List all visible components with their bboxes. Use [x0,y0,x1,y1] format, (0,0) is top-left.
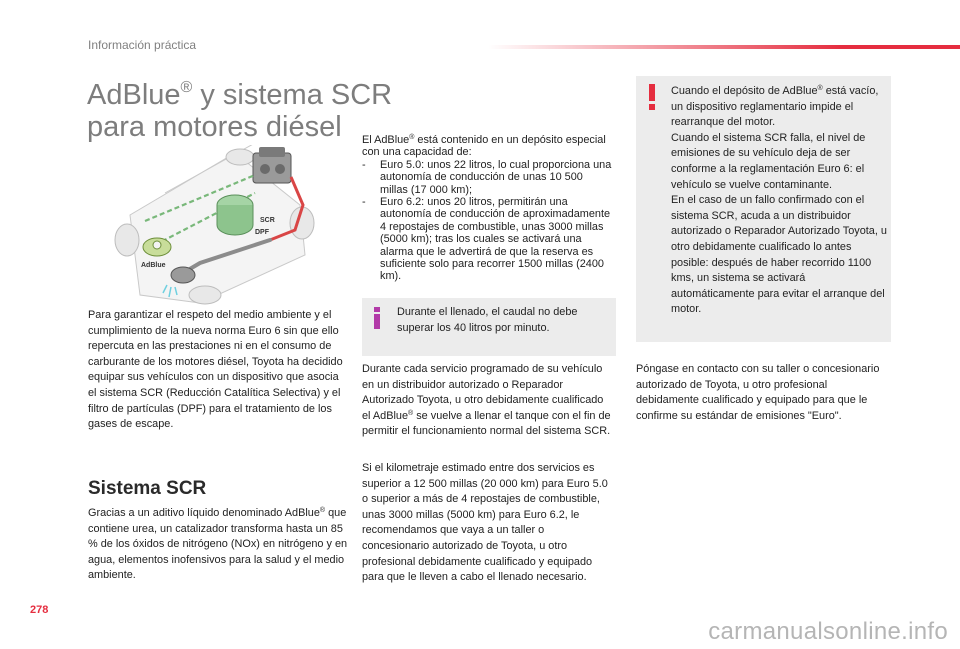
muffler-icon [171,267,195,283]
diagram-label-scr: SCR [260,217,275,224]
title-line1-rest: y sistema SCR [192,79,393,111]
diagram-label-adblue: AdBlue [141,262,166,269]
scr-system-diagram [105,145,320,305]
service-paragraph [362,362,614,440]
tank-capacity-list [362,159,612,283]
engine-icon [253,147,291,183]
registered-mark: ® [319,507,326,514]
warning-text [671,84,889,318]
registered-mark: ® [817,85,823,92]
title-line2: para motores diésel [87,111,342,143]
warning-confirmed-failure: En el caso de un fallo confirmado con el sistema SCR, acuda a un distribuidor autorizado o Reparador Autorizado Toyota, u otro debidamente cualificado lo antes posible: después de haber recorrido 1100 kms, un sistema se activará automáticamente para evitar el arranque del motor. [671,194,887,316]
contact-paragraph: Póngase en contacto con su taller o concesionario autorizado de Toyota, u otro profesional debidamente cualificado y equipado para que le confirme su estándar de emisiones "Euro". [636,363,880,422]
registered-mark: ® [408,409,414,417]
diagram-label-dpf: DPF [255,229,269,236]
warning-text-a: Cuando el depósito de AdBlue [671,85,818,97]
tank-capacity-paragraph [362,134,612,283]
tank-text-a: El AdBlue [362,134,410,146]
mileage-paragraph: Si el kilometraje estimado entre dos servicios es superior a 12 500 millas (20 000 km) para Euro 5.0 o superior a más de 4 repostajes de combustible, unas 3000 millas (5000 km) para Euro 6.2, le recomendamos que vaya a un taller o concesionario autorizado de Toyota, u otro profesional debidamente cualificado y equipado para que le lleven a cabo el llenado necesario. [362,462,608,584]
list-item [362,196,612,283]
tank-intro [362,134,612,159]
warning-scr-failure: Cuando el sistema SCR falla, el nivel de emisiones de su vehículo deja de ser conforme a la reglamentación Euro 6: el vehículo se vuelve contaminante. [671,131,866,191]
service-text-a: Durante cada servicio programado de su vehículo en un distribuidor autorizado o Reparador Autorizado Toyota, u otro debidamente cualificado el AdBlue [362,363,604,422]
tank-text-b: está contenido en un depósito especial con una capacidad de: [362,134,606,159]
list-item-text: Euro 6.2: unos 20 litros, permitirán una autonomía de conducción de aproximadamente 4 repostajes de combustible, unas 3000 millas (5000 km); tras los cuales se activará una alarma que le advertirá de que la reserva es suficiente solo para recorrer 1500 millas (2400 km). [380,196,611,283]
page-title [87,72,392,143]
title-line1-main: AdBlue [87,79,181,111]
section-heading-scr: Sistema SCR [88,478,207,499]
list-dash: - [362,158,366,171]
section-label: Información práctica [88,38,197,52]
page-number: 278 [30,604,49,616]
registered-mark: ® [180,79,193,96]
info-icon [369,307,385,329]
info-box-text: Durante el llenado, el caudal no debe superar los 40 litros por minuto. [397,306,578,334]
list-item-text: Euro 5.0: unos 22 litros, lo cual proporciona una autonomía de conducción de unas 10 500 millas (17 000 km); [380,158,612,196]
warning-exclamation-icon [645,84,659,110]
list-dash: - [362,196,366,209]
service-text-b: se vuelve a llenar el tanque con el fin de permitir el funcionamiento normal del sistema SCR. [362,409,611,438]
warning-empty-tank [671,84,889,131]
header-accent-bar [488,45,960,49]
list-item [362,159,612,196]
dpf-scr-module [217,195,253,235]
intro-paragraph: Para garantizar el respeto del medio ambiente y el cumplimiento de la nueva norma Euro 6 sin que ello repercuta en las prestaciones ni en el consumo de carburante de los motores diésel, Toyota ha decidido equipar sus vehículos con un dispositivo que asocia el sistema SCR (Reducción Catalítica Selectiva) y el filtro de partículas (DPF) para el tratamiento de los gases de escape. [88,309,343,431]
scr-text-b: que contiene urea, un catalizador transforma hasta un 85 % de los óxidos de nitrógeno (NOx) en nitrógeno y en agua, elementos inofensivos para la salud y el medio ambiente. [88,507,348,582]
warning-text-b: está vacío, un dispositivo reglamentario impide el rearranque del motor. [671,85,879,129]
watermark-text: carmanualsonline.info [708,618,948,645]
scr-description [88,506,350,584]
scr-text-a: Gracias a un aditivo líquido denominado AdBlue [88,507,320,519]
adblue-tank-icon [143,238,171,256]
registered-mark: ® [409,134,415,141]
